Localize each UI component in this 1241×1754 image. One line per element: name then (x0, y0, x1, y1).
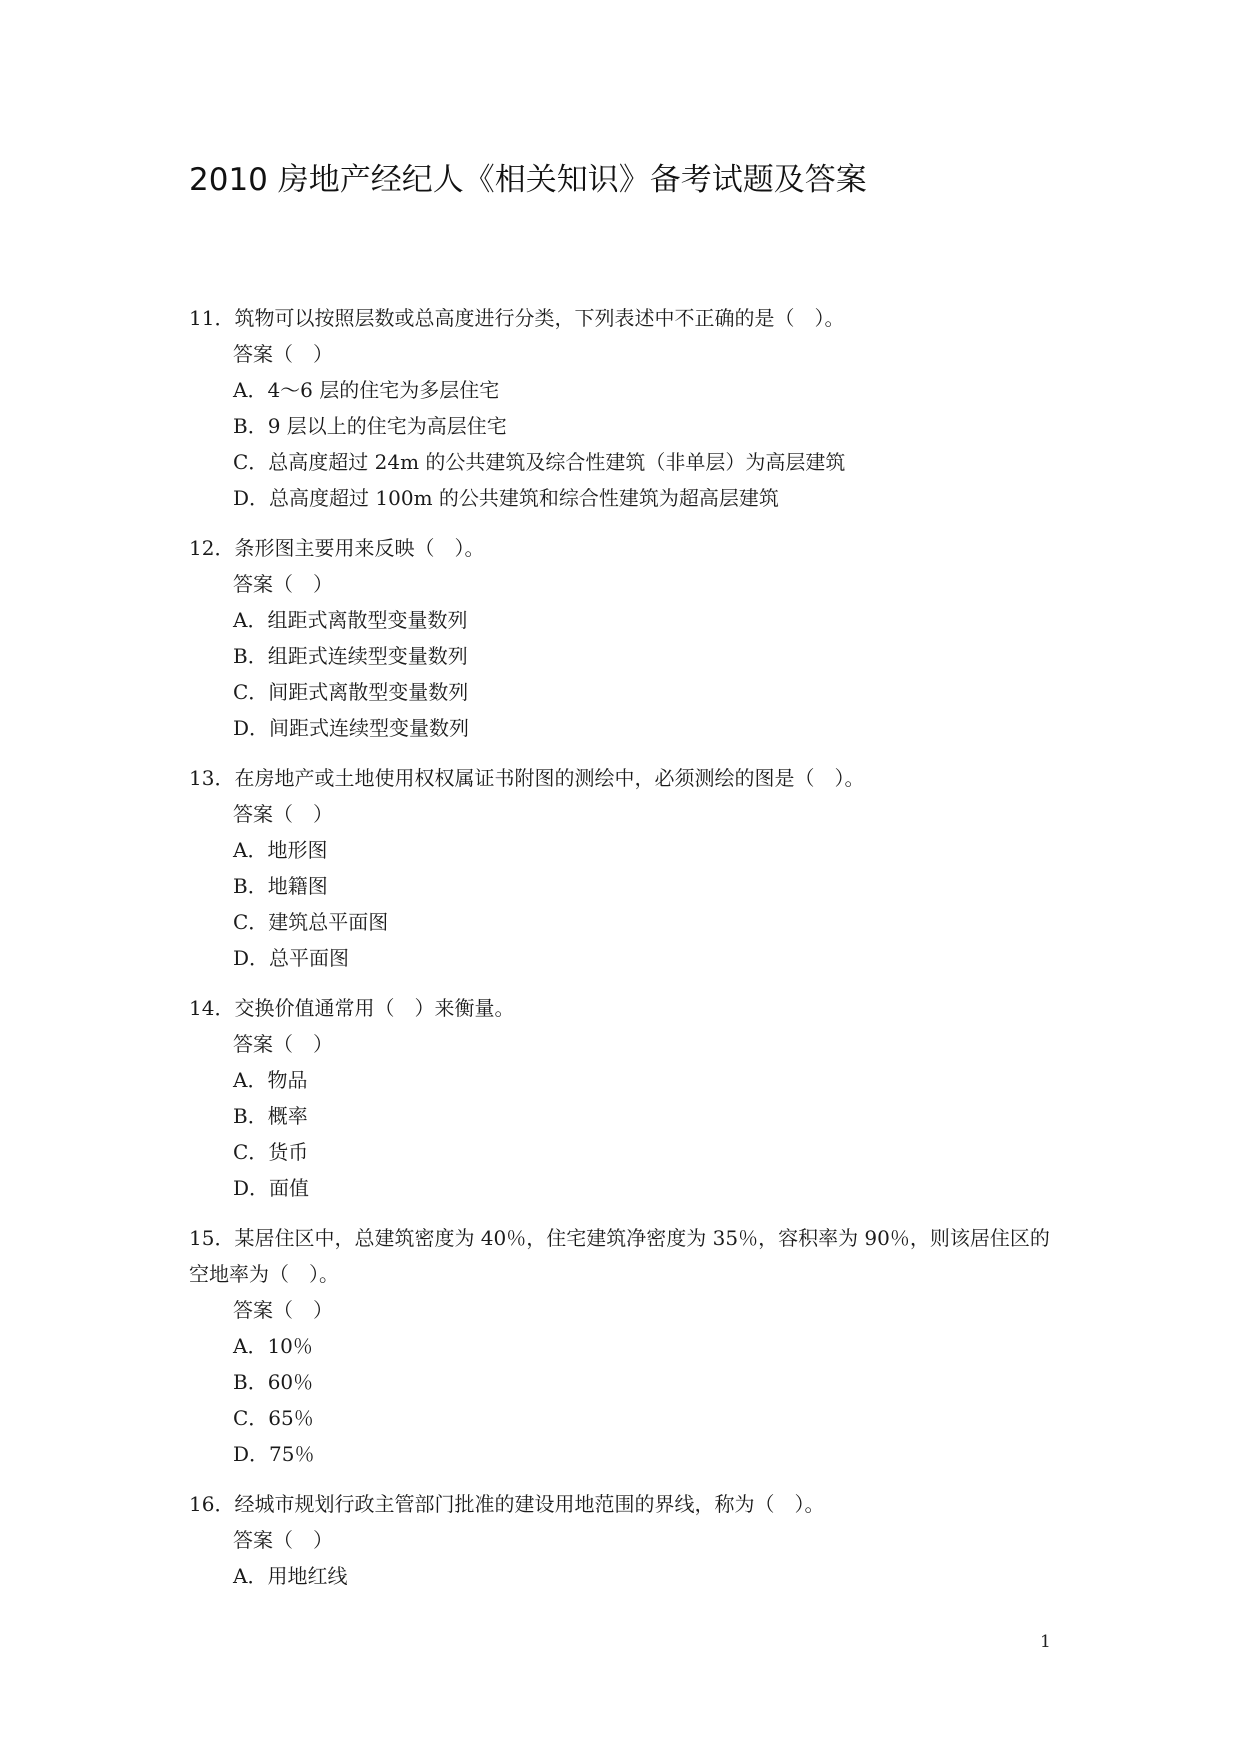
question-text: 某居住区中，总建筑密度为 40％，住宅建筑净密度为 35％，容积率为 90％，则该居住区的空地率为（ ）。 (189, 1226, 1050, 1286)
question-text: 经城市规划行政主管部门批准的建设用地范围的界线，称为（ ）。 (234, 1492, 825, 1516)
option-a: A．用地红线 (233, 1564, 348, 1588)
answer-line: 答案（ ） (233, 342, 333, 366)
answer-line: 答案（ ） (233, 1298, 333, 1322)
answer-line: 答案（ ） (233, 1032, 333, 1056)
option-a: A．4～6 层的住宅为多层住宅 (233, 378, 500, 402)
question-15 (189, 1220, 1059, 1472)
option-b: B．概率 (233, 1104, 308, 1128)
question-16 (189, 1486, 1059, 1594)
option-c: C．货币 (233, 1140, 309, 1164)
option-a: A．物品 (233, 1068, 308, 1092)
question-text: 筑物可以按照层数或总高度进行分类，下列表述中不正确的是（ ）。 (234, 306, 845, 330)
question-number: 13． (189, 766, 235, 790)
option-a: A．地形图 (233, 838, 328, 862)
option-d: D．总高度超过 100m 的公共建筑和综合性建筑为超高层建筑 (233, 486, 779, 510)
answer-line: 答案（ ） (233, 802, 333, 826)
question-14 (189, 990, 1059, 1206)
question-stem (189, 1486, 1059, 1522)
question-text: 在房地产或土地使用权权属证书附图的测绘中，必须测绘的图是（ ）。 (234, 766, 865, 790)
question-number: 12． (189, 536, 235, 560)
page-number: 1 (1040, 1632, 1051, 1652)
question-text: 条形图主要用来反映（ ）。 (234, 536, 485, 560)
option-b: B．60％ (233, 1370, 314, 1394)
question-number: 14． (189, 996, 235, 1020)
question-stem (189, 990, 1059, 1026)
option-c: C．建筑总平面图 (233, 910, 389, 934)
question-text: 交换价值通常用（ ）来衡量。 (234, 996, 515, 1020)
question-number: 15． (189, 1226, 235, 1250)
question-number: 16． (189, 1492, 235, 1516)
option-a: A．组距式离散型变量数列 (233, 608, 468, 632)
question-list (189, 300, 1059, 1608)
question-stem (189, 1220, 1059, 1292)
option-d: D．间距式连续型变量数列 (233, 716, 470, 740)
question-13 (189, 760, 1059, 976)
option-d: D．面值 (233, 1176, 310, 1200)
option-b: B．地籍图 (233, 874, 328, 898)
option-b: B．9 层以上的住宅为高层住宅 (233, 414, 507, 438)
option-c: C．间距式离散型变量数列 (233, 680, 469, 704)
document-title: 2010 房地产经纪人《相关知识》备考试题及答案 (189, 162, 867, 198)
option-b: B．组距式连续型变量数列 (233, 644, 468, 668)
option-d: D．75％ (233, 1442, 315, 1466)
question-stem (189, 530, 1059, 566)
question-stem (189, 760, 1059, 796)
question-stem (189, 300, 1059, 336)
question-11 (189, 300, 1059, 516)
option-d: D．总平面图 (233, 946, 350, 970)
option-c: C．总高度超过 24m 的公共建筑及综合性建筑（非单层）为高层建筑 (233, 450, 846, 474)
answer-line: 答案（ ） (233, 572, 333, 596)
question-number: 11． (189, 306, 235, 330)
option-c: C．65％ (233, 1406, 314, 1430)
answer-line: 答案（ ） (233, 1528, 333, 1552)
option-a: A．10％ (233, 1334, 313, 1358)
question-12 (189, 530, 1059, 746)
